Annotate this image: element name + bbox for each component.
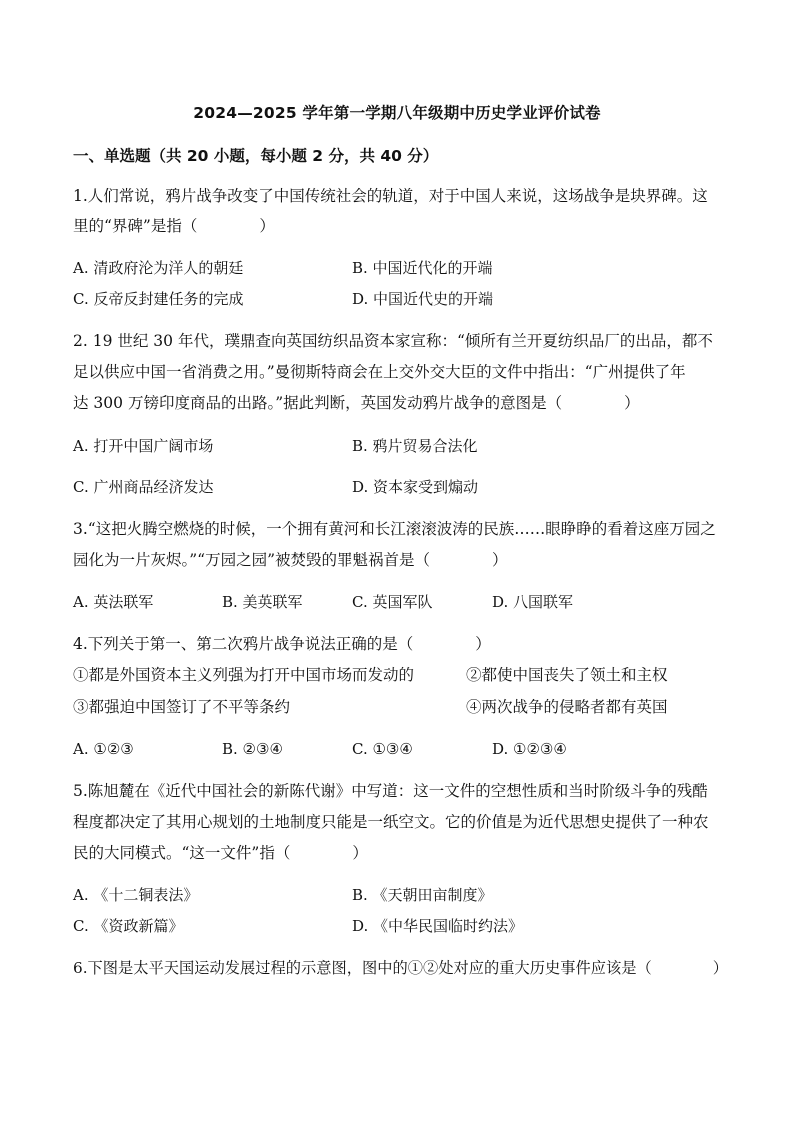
statement-1: ①都是外国资本主义列强为打开中国市场而发动的 [73, 666, 415, 684]
option-c: C. ①③④ [352, 740, 413, 758]
question-text: 3.“这把火腾空燃烧的时候，一个拥有黄河和长江滚滚波涛的民族……眼睁睁的看着这座万园之 [73, 520, 716, 538]
statement-3: ③都强迫中国签订了不平等条约 [73, 698, 291, 716]
option-b: B. ②③④ [222, 740, 283, 758]
section-heading: 一、单选题（共 20 小题，每小题 2 分，共 40 分） [73, 147, 439, 165]
question-text: 2. 19 世纪 30 年代，璞鼎查向英国纺织品资本家宣称：“倾所有兰开夏纺织品厂的出品，都不 [73, 332, 713, 350]
option-a: A. ①②③ [73, 740, 134, 758]
option-d: D. 中国近代史的开端 [352, 290, 494, 308]
option-d: D. 《中华民国临时约法》 [352, 917, 524, 935]
question-text: 4.下列关于第一、第二次鸦片战争说法正确的是（ ） [73, 635, 491, 653]
question-text: 程度都决定了其用心规划的土地制度只能是一纸空文。它的价值是为近代思想史提供了一种农 [73, 813, 709, 831]
question-text: 园化为一片灰烬。”“万园之园”被焚毁的罪魁祸首是（ ） [73, 551, 508, 569]
option-a: A. 打开中国广阔市场 [73, 437, 214, 455]
option-a: A. 《十二铜表法》 [73, 886, 199, 904]
exam-title: 2024—2025 学年第一学期八年级期中历史学业评价试卷 [193, 104, 601, 122]
option-a: A. 英法联军 [73, 593, 154, 611]
question-text: 民的大同模式。“这一文件”指（ ） [73, 844, 368, 862]
question-text: 里的“界碑”是指（ ） [73, 217, 275, 235]
option-d: D. ①②③④ [492, 740, 567, 758]
option-d: D. 八国联军 [492, 593, 574, 611]
question-text: 5.陈旭麓在《近代中国社会的新陈代谢》中写道：这一文件的空想性质和当时阶级斗争的残酷 [73, 782, 708, 800]
option-d: D. 资本家受到煽动 [352, 478, 479, 496]
option-b: B. 鸦片贸易合法化 [352, 437, 478, 455]
statement-4: ④两次战争的侵略者都有英国 [466, 698, 668, 716]
option-c: C. 英国军队 [352, 593, 433, 611]
option-b: B. 《天朝田亩制度》 [352, 886, 493, 904]
statement-2: ②都使中国丧失了领土和主权 [466, 666, 668, 684]
question-text: 达 300 万镑印度商品的出路。”据此判断，英国发动鸦片战争的意图是（ ） [73, 394, 640, 412]
question-text: 6.下图是太平天国运动发展过程的示意图，图中的①②处对应的重大历史事件应该是（ ） [73, 959, 729, 977]
option-c: C. 广州商品经济发达 [73, 478, 214, 496]
question-text: 1.人们常说，鸦片战争改变了中国传统社会的轨道，对于中国人来说，这场战争是块界碑。这 [73, 187, 708, 205]
option-c: C. 反帝反封建任务的完成 [73, 290, 244, 308]
option-b: B. 中国近代化的开端 [352, 259, 493, 277]
option-a: A. 清政府沦为洋人的朝廷 [73, 259, 244, 277]
option-b: B. 美英联军 [222, 593, 303, 611]
question-text: 足以供应中国一省消费之用。”曼彻斯特商会在上交外交大臣的文件中指出：“广州提供了年 [73, 363, 686, 381]
option-c: C. 《资政新篇》 [73, 917, 184, 935]
